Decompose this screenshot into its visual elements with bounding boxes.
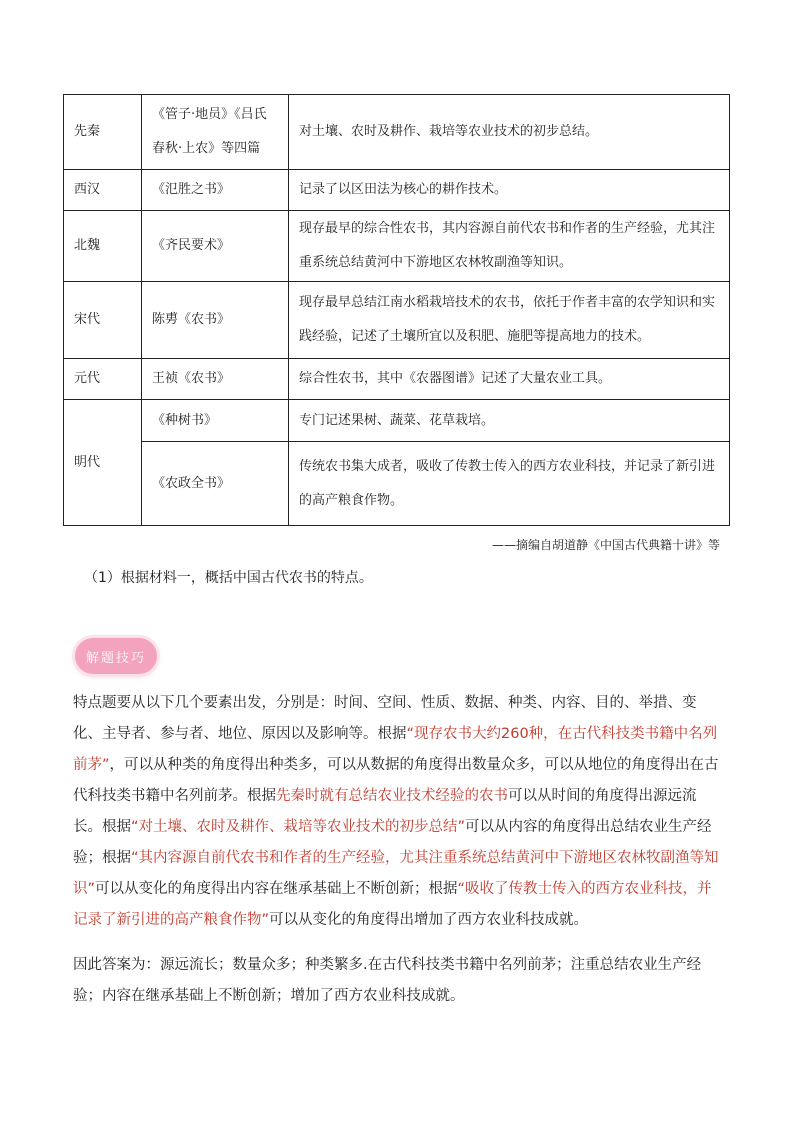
analysis-text: ，可以从种类的角度得出种类多，可以从数据的角度得出数量众多，可以从地位的角度得出在古代科技类书籍中名列前茅。根据 [73, 757, 719, 804]
book-title-cell: 陈旉《农书》 [142, 282, 289, 359]
solution-tips-badge: 解题技巧 [75, 638, 157, 674]
analysis-text: 可以从时间的角度得出源远流长。根据 [73, 788, 697, 835]
description-cell: 综合性农书，其中《农器图谱》记述了大量农业工具。 [289, 359, 730, 400]
analysis-quote: “其内容源自前代农书和作者的生产经验，尤其注重系统总结黄河中下游地区农林牧副渔等知识” [73, 850, 719, 897]
description-cell: 记录了以区田法为核心的耕作技术。 [289, 170, 730, 211]
analysis-text: 可以从变化的角度得出增加了西方农业科技成就。 [269, 912, 589, 928]
table-row [64, 95, 730, 170]
era-cell: 西汉 [64, 170, 142, 211]
analysis-quote: “吸收了传教士传入的西方农业科技，并记录了新引进的高产粮食作物” [73, 881, 712, 928]
description-cell: 传统农书集大成者，吸收了传教士传入的西方农业科技，并记录了新引进的高产粮食作物。 [289, 442, 730, 526]
book-title-cell: 《农政全书》 [142, 442, 289, 526]
table-row [64, 359, 730, 400]
analysis-text: 可以从变化的角度得出内容在继承基础上不断创新；根据 [95, 881, 458, 897]
era-cell: 宋代 [64, 282, 142, 359]
agricultural-books-table [63, 94, 730, 526]
table-row [64, 170, 730, 211]
description-cell: 现存最早的综合性农书，其内容源自前代农书和作者的生产经验，尤其注重系统总结黄河中下游地区农林牧副渔等知识。 [289, 211, 730, 282]
book-title-cell: 王祯《农书》 [142, 359, 289, 400]
table-row [64, 211, 730, 282]
book-title-cell: 《氾胜之书》 [142, 170, 289, 211]
era-cell: 明代 [64, 400, 142, 526]
description-cell: 对土壤、农时及耕作、栽培等农业技术的初步总结。 [289, 95, 730, 170]
era-cell: 先秦 [64, 95, 142, 170]
era-cell: 元代 [64, 359, 142, 400]
book-title-cell: 《齐民要术》 [142, 211, 289, 282]
analysis-paragraph [73, 688, 723, 936]
table-row [64, 442, 730, 526]
analysis-text: 可以从内容的角度得出总结农业生产经验；根据 [73, 819, 712, 866]
book-title-cell: 《管子·地员》《吕氏春秋·上农》等四篇 [142, 95, 289, 170]
source-citation: ——摘编自胡道静《中国古代典籍十讲》等 [491, 538, 720, 552]
table-row [64, 282, 730, 359]
answer-paragraph: 因此答案为：源远流长；数量众多；种类繁多.在古代科技类书籍中名列前茅；注重总结农业生产经验；内容在继承基础上不断创新；增加了西方农业科技成就。 [73, 957, 702, 1004]
analysis-quote: “对土壤、农时及耕作、栽培等农业技术的初步总结” [131, 819, 466, 835]
analysis-quote: 先秦时就有总结农业技术经验的农书 [276, 788, 508, 804]
description-cell: 现存最早总结江南水稻栽培技术的农书，依托于作者丰富的农学知识和实践经验，记述了土壤所宜以及积肥、施肥等提高地力的技术。 [289, 282, 730, 359]
description-cell: 专门记述果树、蔬菜、花草栽培。 [289, 400, 730, 442]
question-1: （1）根据材料一，概括中国古代农书的特点。 [84, 570, 373, 586]
table-row [64, 400, 730, 442]
era-cell: 北魏 [64, 211, 142, 282]
analysis-text: 特点题要从以下几个要素出发，分别是：时间、空间、性质、数据、种类、内容、目的、举措、变化、主导者、参与者、地位、原因以及影响等。根据 [73, 695, 697, 742]
book-title-cell: 《种树书》 [142, 400, 289, 442]
analysis-quote: “现存农书大约260种，在古代科技类书籍中名列前茅” [73, 726, 718, 773]
